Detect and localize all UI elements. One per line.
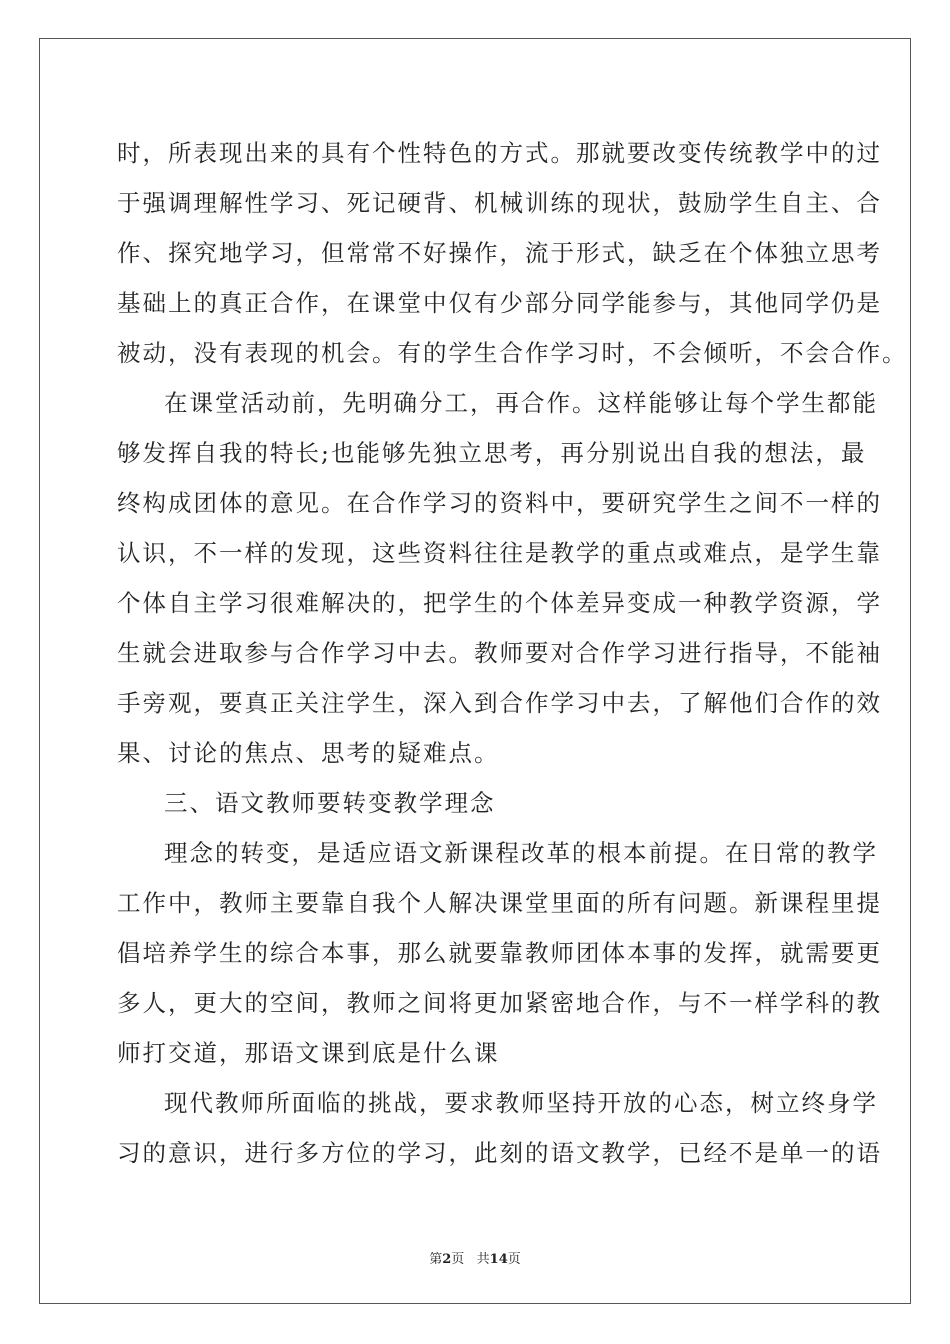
text-line: 终构成团体的意见。在合作学习的资料中，要研究学生之间不一样的 <box>117 489 882 517</box>
text-line: 师打交道，那语文课到底是什么课 <box>117 1039 500 1067</box>
body-text <box>117 128 908 1178</box>
text-line: 倡培养学生的综合本事，那么就要靠教师团体本事的发挥，就需要更 <box>117 939 882 967</box>
text-line: 作、探究地学习，但常常不好操作，流于形式，缺乏在个体独立思考 <box>117 239 882 267</box>
page-footer <box>0 1248 950 1267</box>
text-line: 认识，不一样的发现，这些资料往往是教学的重点或难点，是学生靠 <box>117 539 882 567</box>
text-line: 习的意识，进行多方位的学习，此刻的语文教学，已经不是单一的语 <box>117 1139 882 1167</box>
text-line: 个体自主学习很难解决的，把学生的个体差异变成一种教学资源，学 <box>117 589 882 617</box>
paragraph-start-line: 理念的转变，是适应语文新课程改革的根本前提。在日常的教学 <box>164 839 878 867</box>
text-line: 被动，没有表现的机会。有的学生合作学习时，不会倾听，不会合作。 <box>117 339 908 367</box>
text-line: 够发挥自我的特长;也能够先独立思考，再分别说出自我的想法，最 <box>117 439 867 467</box>
paragraph-start-line: 在课堂活动前，先明确分工，再合作。这样能够让每个学生都能 <box>164 389 878 417</box>
section-heading: 三、语文教师要转变教学理念 <box>164 789 496 817</box>
text-line: 基础上的真正合作，在课堂中仅有少部分同学能参与，其他同学仍是 <box>117 289 882 317</box>
page-prefix: 第 <box>429 1252 443 1267</box>
page-mid: 页 共 <box>451 1252 490 1267</box>
text-line: 手旁观，要真正关注学生，深入到合作学习中去，了解他们合作的效 <box>117 689 882 717</box>
page-suffix: 页 <box>507 1252 521 1267</box>
page-total: 14 <box>489 1252 508 1267</box>
paragraph-start-line: 现代教师所面临的挑战，要求教师坚持开放的心态，树立终身学 <box>164 1089 878 1117</box>
text-line: 时，所表现出来的具有个性特色的方式。那就要改变传统教学中的过 <box>117 139 882 167</box>
text-line: 果、讨论的焦点、思考的疑难点。 <box>117 739 500 767</box>
text-line: 生就会进取参与合作学习中去。教师要对合作学习进行指导，不能袖 <box>117 639 882 667</box>
text-line: 于强调理解性学习、死记硬背、机械训练的现状，鼓励学生自主、合 <box>117 189 882 217</box>
page-current: 2 <box>442 1252 452 1267</box>
text-line: 工作中，教师主要靠自我个人解决课堂里面的所有问题。新课程里提 <box>117 889 882 917</box>
text-line: 多人，更大的空间，教师之间将更加紧密地合作，与不一样学科的教 <box>117 989 882 1017</box>
